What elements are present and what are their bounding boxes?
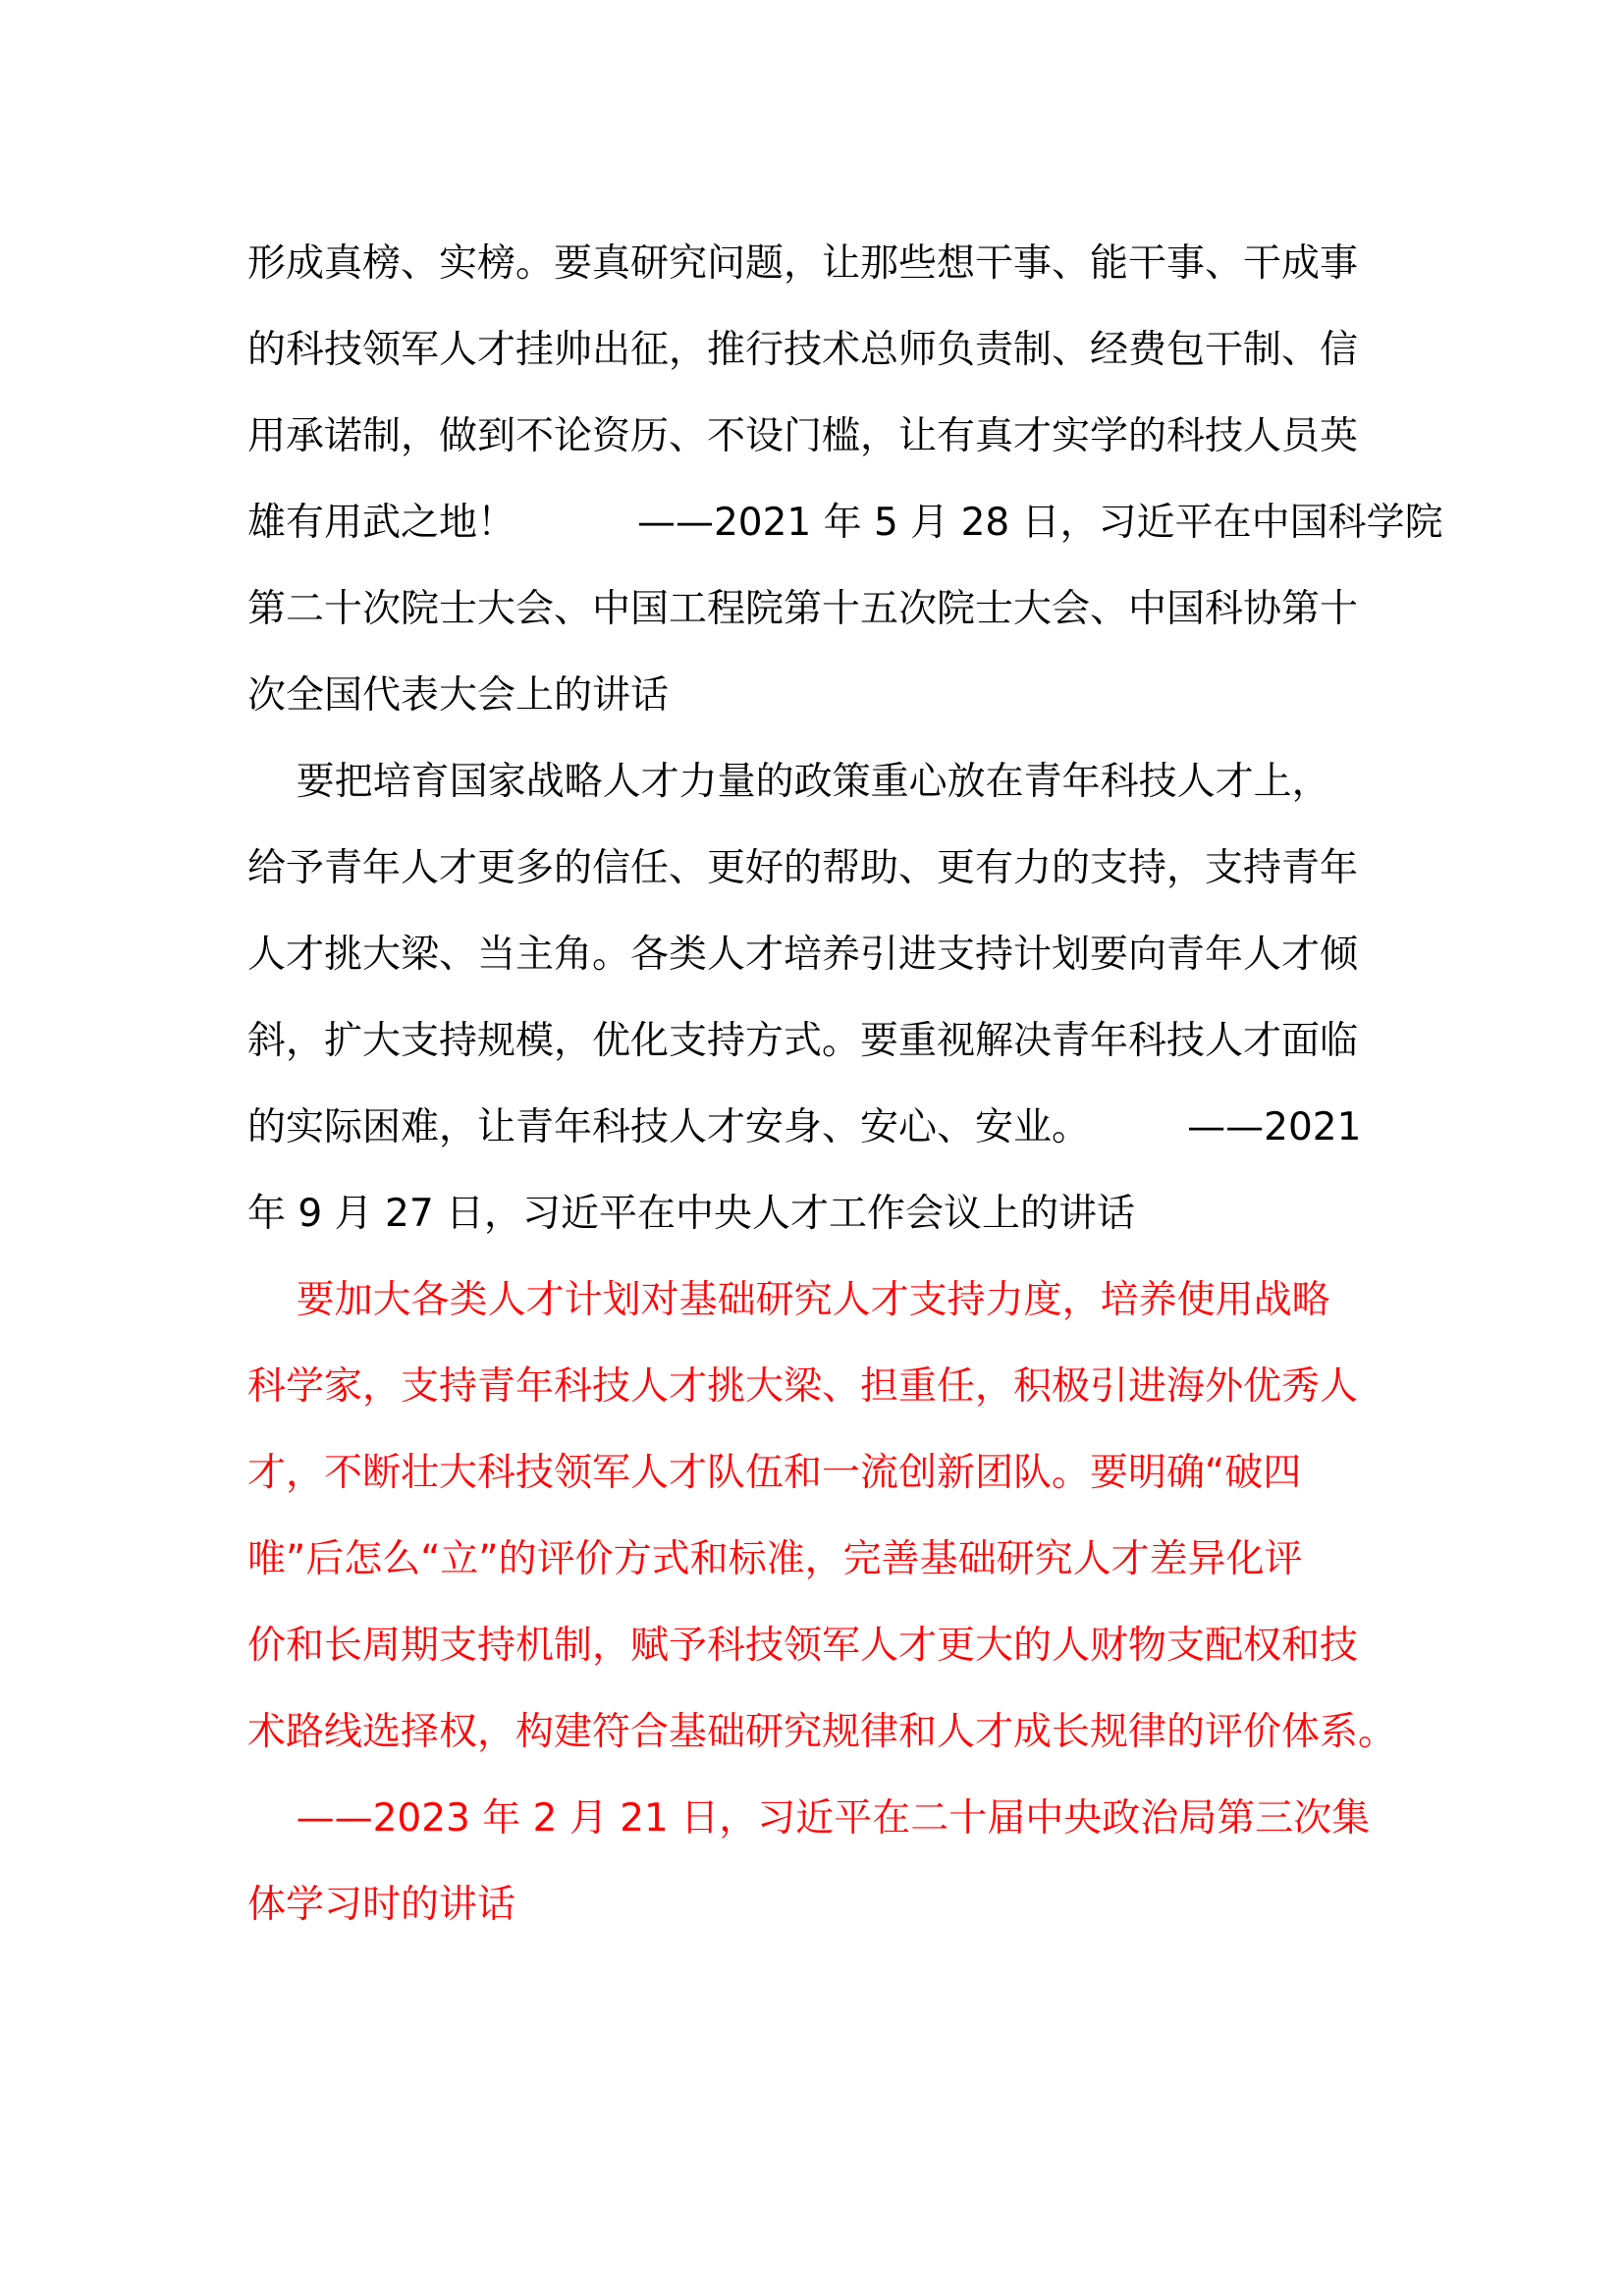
highlighted-line: 术路线选择权，构建符合基础研究规律和人才成长规律的评价体系。 <box>247 1710 1397 1754</box>
paragraph-line: 次全国代表大会上的讲话 <box>247 673 670 718</box>
highlighted-line: 科学家，支持青年科技人才挑大梁、担重任，积极引进海外优秀人 <box>247 1364 1359 1409</box>
paragraph-2 <box>247 739 1386 1257</box>
highlighted-line: ——2023 年 2 月 21 日，习近平在二十届中央政治局第三次集 <box>247 1796 1371 1841</box>
paragraph-line: 要把培育国家战略人才力量的政策重心放在青年科技人才上， <box>247 760 1330 804</box>
highlighted-line: 才，不断壮大科技领军人才队伍和一流创新团队。要明确“破四 <box>247 1451 1302 1495</box>
paragraph-line: 的实际困难，让青年科技人才安身、安心、安业。 ——2021 <box>247 1105 1362 1149</box>
paragraph-line: 雄有用武之地！ ——2021 年 5 月 28 日，习近平在中国科学院 <box>247 501 1443 545</box>
paragraph-line: 年 9 月 27 日，习近平在中央人才工作会议上的讲话 <box>247 1192 1136 1236</box>
paragraph-1 <box>247 221 1443 739</box>
document-body <box>247 221 1443 1949</box>
paragraph-line: 人才挑大梁、当主角。各类人才培养引进支持计划要向青年人才倾 <box>247 933 1359 977</box>
paragraph-line: 形成真榜、实榜。要真研究问题，让那些想干事、能干事、干成事 <box>247 241 1359 286</box>
paragraph-line: 给予青年人才更多的信任、更好的帮助、更有力的支持，支持青年 <box>247 846 1359 890</box>
highlighted-line: 要加大各类人才计划对基础研究人才支持力度，培养使用战略 <box>247 1278 1330 1322</box>
highlighted-line: 价和长周期支持机制，赋予科技领军人才更大的人财物支配权和技 <box>247 1624 1359 1668</box>
paragraph-3-highlighted <box>247 1257 1397 1949</box>
paragraph-line: 第二十次院士大会、中国工程院第十五次院士大会、中国科协第十 <box>247 587 1359 631</box>
paragraph-line: 斜，扩大支持规模，优化支持方式。要重视解决青年科技人才面临 <box>247 1019 1359 1063</box>
highlighted-line: 体学习时的讲话 <box>247 1883 516 1927</box>
paragraph-line: 的科技领军人才挂帅出征，推行技术总师负责制、经费包干制、信 <box>247 328 1359 372</box>
paragraph-line: 用承诺制，做到不论资历、不设门槛，让有真才实学的科技人员英 <box>247 414 1359 458</box>
highlighted-line: 唯”后怎么“立”的评价方式和标准，完善基础研究人才差异化评 <box>247 1537 1303 1581</box>
